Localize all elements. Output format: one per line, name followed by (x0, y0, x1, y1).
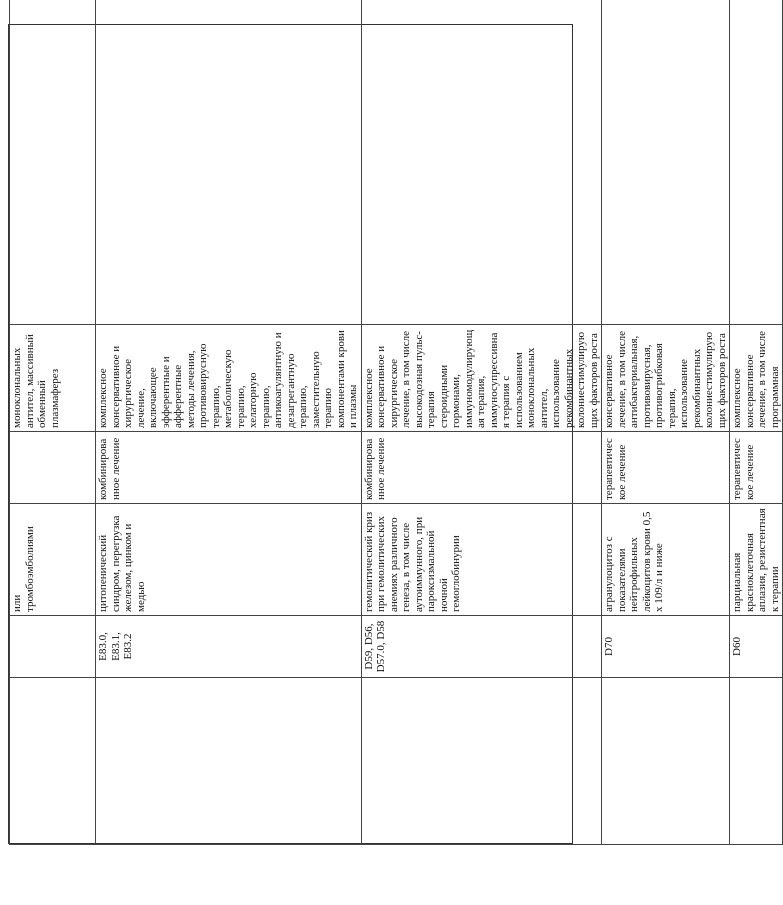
document-page (8, 24, 781, 844)
treatment-method: комплексное консервативное лечение, в том числе программная (730, 325, 783, 432)
treatment-type: комбинированное лечение (96, 432, 362, 504)
table-row (361, 0, 602, 845)
treatment-type: терапевтическое лечение (730, 432, 783, 504)
table-row (730, 0, 783, 845)
treatment-type: комбинированное лечение (361, 432, 602, 504)
treatment-method: консервативное лечение, в том числе антибактериальная, противовирусная, противогрибковая терапия, использование рекомбинантных колониестимулирующих факторов роста (602, 325, 730, 432)
condition: парциальная красноклеточная аплазия, резистентная к терапии (730, 504, 783, 616)
rotated-table-wrapper (9, 25, 781, 845)
treatment-type (10, 432, 96, 504)
diagnosis-codes: D70 (602, 616, 730, 678)
treatment-type: терапевтическое лечение (602, 432, 730, 504)
condition: агранулоцитоз с показателями нейтрофильных лейкоцитов крови 0,5 x 109/л и ниже (602, 504, 730, 616)
diagnosis-codes: D59, D56, D57.0, D58 (361, 616, 602, 678)
diagnosis-codes (10, 616, 96, 678)
condition: гемолитический криз при гемолитических анемиях различного генеза, в том числе аутоиммунного, при пароксизмальной ночной гемоглобинурии (361, 504, 602, 616)
treatment-method: моноклональных антител, массивный обменный плазмаферез (10, 325, 96, 432)
treatment-method: комплексное консервативное и хирургическое лечение, в том числе высокодозная пульс-терапия стероидными гормонами, иммуномодулирующая терапия, иммуносупрессивная терапия с использованием моноклональных антител, использование рекомбинантных колониестимулирующих факторов роста (361, 325, 602, 432)
condition: цитопенический синдром, перегрузка железом, цинком и медью (96, 504, 362, 616)
treatment-table (9, 0, 783, 845)
table-row (10, 0, 96, 845)
condition: или тромбоэмболиями (10, 504, 96, 616)
table-row (96, 0, 362, 845)
treatment-method: комплексное консервативное и хирургическое лечение, включающее эфферентные и афферентные методы лечения, противовирусную терапию, метаболическую терапию, хелаторную терапию, антикоагулянтную и дезагрегантную терапию, заместительную терапию компонентами крови и плазмы (96, 325, 362, 432)
table-row (602, 0, 730, 845)
diagnosis-codes: E83.0, E83.1, E83.2 (96, 616, 362, 678)
diagnosis-codes: D60 (730, 616, 783, 678)
